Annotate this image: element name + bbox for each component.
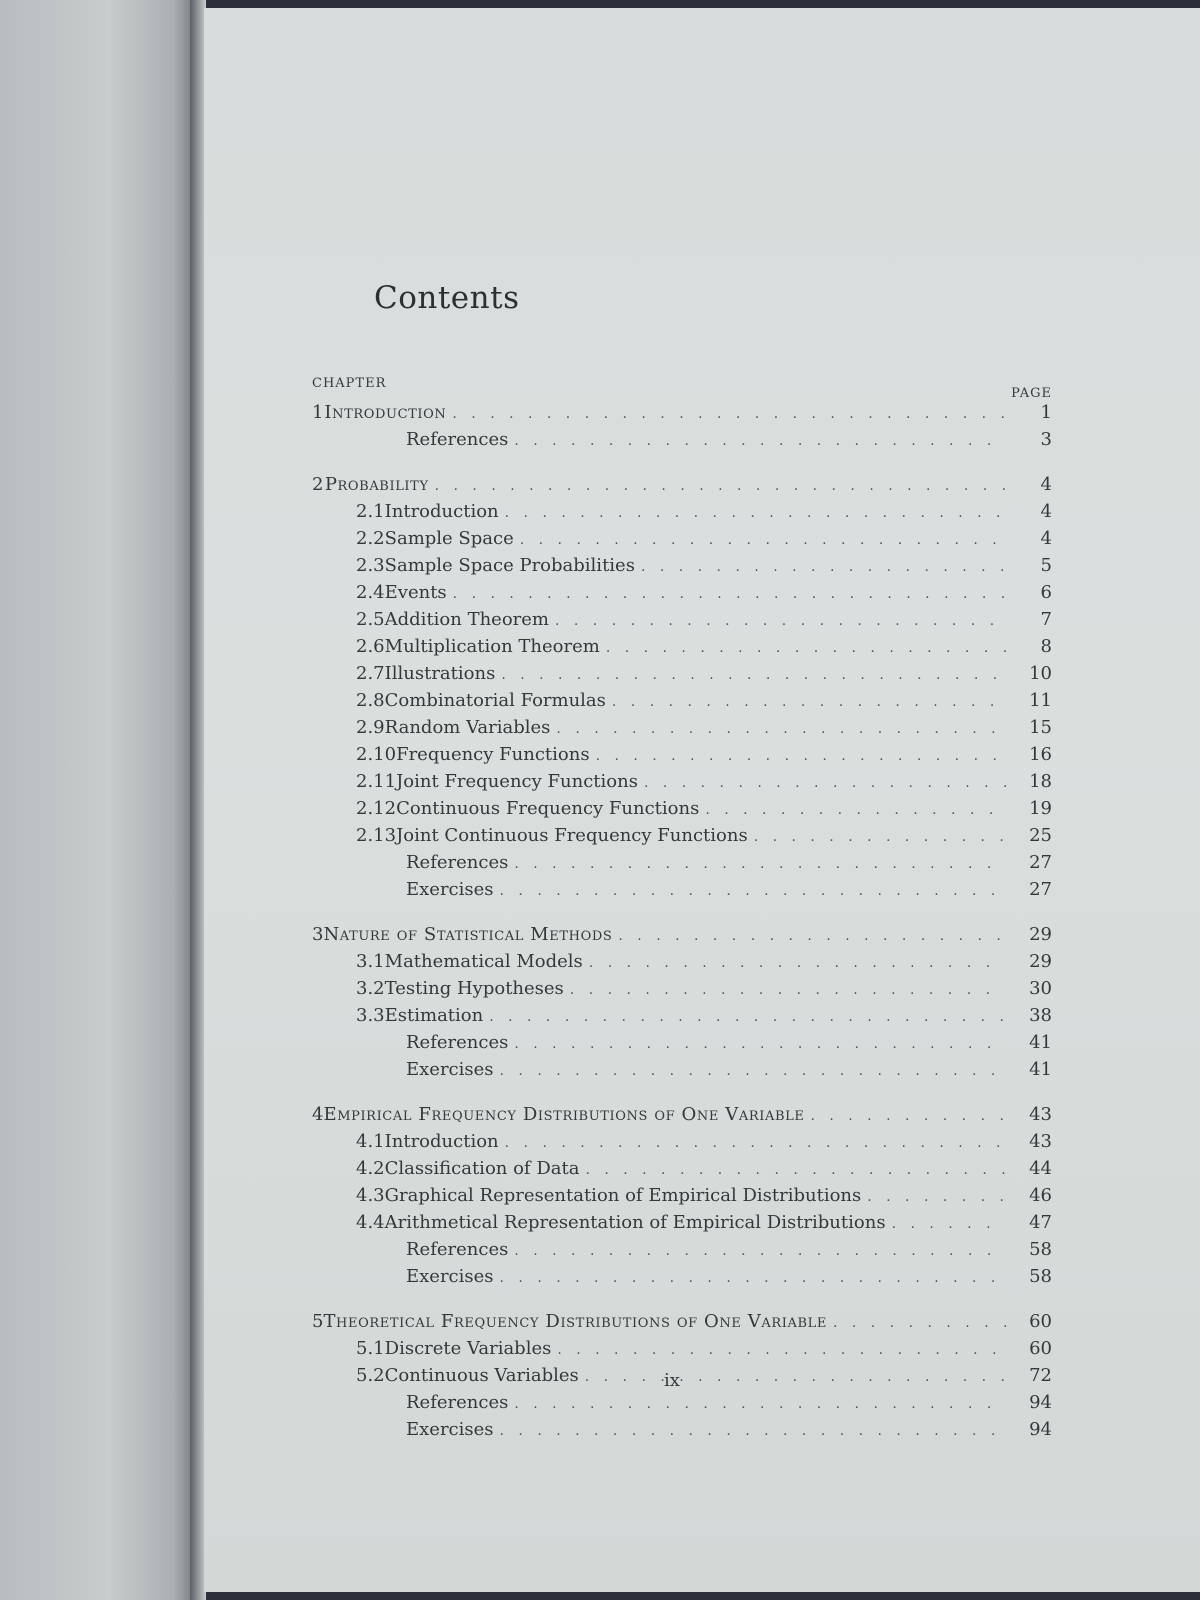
entry-page-number: 94 — [1029, 1392, 1052, 1413]
dot-leader — [596, 744, 1006, 769]
entry-number: 3.2 — [356, 978, 385, 999]
entry-number: 2.10 — [356, 744, 397, 765]
entry-title: References — [406, 852, 509, 873]
dot-leader — [500, 879, 1006, 904]
dot-leader — [867, 1185, 1006, 1210]
entry-number: 1 — [312, 402, 324, 423]
section-gap — [312, 904, 1052, 922]
toc-section-entry — [312, 526, 1052, 553]
dot-leader — [452, 402, 1006, 427]
toc-chapter-entry — [312, 400, 1052, 427]
toc-subentry — [312, 1390, 1052, 1417]
toc-section-entry — [312, 1156, 1052, 1183]
entry-number: 3 — [312, 924, 324, 945]
entry-title: Classification of Data — [384, 1158, 580, 1179]
entry-title: Estimation — [384, 1005, 484, 1026]
toc-section-entry — [312, 949, 1052, 976]
entry-number: 2.7 — [356, 663, 385, 684]
section-gap — [312, 1084, 1052, 1102]
section-gap — [312, 1291, 1052, 1309]
toc-section-entry — [312, 1336, 1052, 1363]
entry-title: Combinatorial Formulas — [384, 690, 606, 711]
entry-title: References — [406, 1239, 509, 1260]
page-number: ix — [664, 1370, 680, 1391]
chapter-column-label: CHAPTER — [312, 376, 387, 391]
entry-title: Discrete Variables — [384, 1338, 552, 1359]
entry-title: Joint Frequency Functions — [396, 771, 638, 792]
entry-title: Empirical Frequency Distributions of One Variable — [323, 1104, 805, 1125]
toc-section-entry — [312, 634, 1052, 661]
entry-title: Arithmetical Representation of Empirical Distributions — [384, 1212, 886, 1233]
entry-title: Multiplication Theorem — [384, 636, 600, 657]
entry-page-number: 30 — [1029, 978, 1052, 999]
entry-number: 2.1 — [356, 501, 385, 522]
toc-chapter-entry — [312, 1309, 1052, 1336]
dot-leader — [810, 1104, 1006, 1129]
entry-page-number: 19 — [1029, 798, 1052, 819]
dot-leader — [557, 1338, 1006, 1363]
dot-leader — [520, 528, 1006, 553]
page-title: Contents — [374, 280, 520, 316]
toc-section-entry — [312, 1363, 1052, 1390]
entry-page-number: 38 — [1029, 1005, 1052, 1026]
entry-page-number: 1 — [1040, 402, 1052, 423]
entry-title: Frequency Functions — [396, 744, 590, 765]
entry-number: 2.12 — [356, 798, 397, 819]
entry-number: 2.11 — [356, 771, 397, 792]
toc-chapter-entry — [312, 1102, 1052, 1129]
dot-leader — [500, 1419, 1006, 1444]
entry-page-number: 43 — [1029, 1104, 1052, 1125]
entry-page-number: 8 — [1040, 636, 1052, 657]
toc-section-entry — [312, 688, 1052, 715]
toc-subentry — [312, 1417, 1052, 1444]
entry-title: Probability — [324, 474, 429, 495]
entry-title: Exercises — [406, 879, 494, 900]
entry-page-number: 43 — [1029, 1131, 1052, 1152]
dot-leader — [644, 771, 1006, 796]
toc-subentry — [312, 877, 1052, 904]
entry-page-number: 41 — [1029, 1032, 1052, 1053]
dot-leader — [500, 1266, 1006, 1291]
entry-title: Joint Continuous Frequency Functions — [396, 825, 748, 846]
entry-title: Introduction — [384, 501, 499, 522]
toc-section-entry — [312, 976, 1052, 1003]
dot-leader — [514, 1032, 1006, 1057]
dot-leader — [505, 1131, 1006, 1156]
entry-title: Mathematical Models — [384, 951, 583, 972]
entry-page-number: 15 — [1029, 717, 1052, 738]
toc-subentry — [312, 1264, 1052, 1291]
toc-section-entry — [312, 1129, 1052, 1156]
dot-leader — [501, 663, 1006, 688]
entry-number: 5 — [312, 1311, 324, 1332]
entry-number: 2.2 — [356, 528, 385, 549]
entry-title: References — [406, 429, 509, 450]
toc-section-entry — [312, 715, 1052, 742]
toc-chapter-entry — [312, 472, 1052, 499]
toc-section-entry — [312, 1003, 1052, 1030]
dot-leader — [555, 609, 1006, 634]
entry-title: Sample Space — [384, 528, 514, 549]
entry-page-number: 3 — [1040, 429, 1052, 450]
entry-page-number: 27 — [1029, 852, 1052, 873]
dot-leader — [618, 924, 1006, 949]
left-page-edge — [0, 0, 198, 1600]
toc-subentry — [312, 850, 1052, 877]
toc-section-entry — [312, 661, 1052, 688]
dot-leader — [556, 717, 1006, 742]
dot-leader — [606, 636, 1006, 661]
entry-number: 2 — [312, 474, 324, 495]
entry-number: 3.1 — [356, 951, 385, 972]
dot-leader — [514, 429, 1006, 454]
dot-leader — [453, 582, 1006, 607]
dot-leader — [892, 1212, 1006, 1237]
entry-page-number: 46 — [1029, 1185, 1052, 1206]
entry-page-number: 58 — [1029, 1266, 1052, 1287]
entry-page-number: 58 — [1029, 1239, 1052, 1260]
section-gap — [312, 454, 1052, 472]
dot-leader — [754, 825, 1006, 850]
entry-number: 5.2 — [356, 1365, 385, 1386]
entry-number: 5.1 — [356, 1338, 385, 1359]
entry-title: References — [406, 1392, 509, 1413]
entry-number: 2.3 — [356, 555, 385, 576]
entry-number: 2.8 — [356, 690, 385, 711]
dot-leader — [505, 501, 1006, 526]
entry-title: Exercises — [406, 1419, 494, 1440]
toc-section-entry — [312, 1183, 1052, 1210]
entry-title: References — [406, 1032, 509, 1053]
dot-leader — [641, 555, 1006, 580]
entry-number: 2.5 — [356, 609, 385, 630]
entry-title: Testing Hypotheses — [384, 978, 564, 999]
toc-chapter-entry — [312, 922, 1052, 949]
toc-section-entry — [312, 769, 1052, 796]
entry-page-number: 18 — [1029, 771, 1052, 792]
entry-page-number: 72 — [1029, 1365, 1052, 1386]
entry-page-number: 94 — [1029, 1419, 1052, 1440]
entry-title: Random Variables — [384, 717, 551, 738]
toc-subentry — [312, 1237, 1052, 1264]
toc-section-entry — [312, 580, 1052, 607]
entry-number: 2.9 — [356, 717, 385, 738]
toc-section-entry — [312, 796, 1052, 823]
dot-leader — [612, 690, 1006, 715]
entry-page-number: 29 — [1029, 924, 1052, 945]
dot-leader — [500, 1059, 1006, 1084]
contents-page — [204, 8, 1200, 1592]
entry-title: Events — [384, 582, 447, 603]
dot-leader — [833, 1311, 1006, 1336]
entry-title: Introduction — [324, 402, 447, 423]
dot-leader — [514, 1392, 1006, 1417]
toc-section-entry — [312, 742, 1052, 769]
entry-page-number: 44 — [1029, 1158, 1052, 1179]
entry-page-number: 16 — [1029, 744, 1052, 765]
entry-number: 4.1 — [356, 1131, 385, 1152]
entry-page-number: 7 — [1040, 609, 1052, 630]
entry-page-number: 27 — [1029, 879, 1052, 900]
entry-page-number: 4 — [1040, 528, 1052, 549]
toc-section-entry — [312, 499, 1052, 526]
entry-page-number: 25 — [1029, 825, 1052, 846]
entry-title: Graphical Representation of Empirical Distributions — [384, 1185, 862, 1206]
entry-number: 4 — [312, 1104, 324, 1125]
dot-leader — [435, 474, 1006, 499]
dot-leader — [589, 951, 1006, 976]
entry-title: Addition Theorem — [384, 609, 549, 630]
entry-number: 3.3 — [356, 1005, 385, 1026]
dot-leader — [514, 852, 1006, 877]
entry-title: Sample Space Probabilities — [384, 555, 635, 576]
entry-page-number: 60 — [1029, 1338, 1052, 1359]
table-of-contents — [312, 400, 1052, 1444]
entry-number: 4.2 — [356, 1158, 385, 1179]
toc-subentry — [312, 1030, 1052, 1057]
entry-page-number: 4 — [1040, 474, 1052, 495]
page-column-label: PAGE — [1011, 386, 1052, 401]
dot-leader — [570, 978, 1006, 1003]
entry-number: 4.4 — [356, 1212, 385, 1233]
dot-leader — [585, 1158, 1006, 1183]
entry-title: Introduction — [384, 1131, 499, 1152]
dot-leader — [489, 1005, 1006, 1030]
entry-title: Illustrations — [384, 663, 496, 684]
entry-page-number: 29 — [1029, 951, 1052, 972]
dot-leader — [705, 798, 1006, 823]
entry-page-number: 47 — [1029, 1212, 1052, 1233]
entry-page-number: 10 — [1029, 663, 1052, 684]
entry-page-number: 41 — [1029, 1059, 1052, 1080]
entry-title: Exercises — [406, 1059, 494, 1080]
entry-page-number: 11 — [1029, 690, 1052, 711]
toc-subentry — [312, 1057, 1052, 1084]
entry-page-number: 60 — [1029, 1311, 1052, 1332]
dot-leader — [585, 1365, 1006, 1390]
entry-page-number: 6 — [1040, 582, 1052, 603]
entry-page-number: 4 — [1040, 501, 1052, 522]
entry-title: Nature of Statistical Methods — [323, 924, 613, 945]
toc-section-entry — [312, 607, 1052, 634]
entry-number: 2.6 — [356, 636, 385, 657]
entry-title: Continuous Variables — [384, 1365, 579, 1386]
entry-title: Continuous Frequency Functions — [396, 798, 700, 819]
entry-number: 2.4 — [356, 582, 385, 603]
toc-section-entry — [312, 1210, 1052, 1237]
entry-number: 4.3 — [356, 1185, 385, 1206]
entry-title: Theoretical Frequency Distributions of One Variable — [323, 1311, 827, 1332]
dot-leader — [514, 1239, 1006, 1264]
entry-page-number: 5 — [1040, 555, 1052, 576]
toc-subentry — [312, 427, 1052, 454]
entry-title: Exercises — [406, 1266, 494, 1287]
toc-section-entry — [312, 553, 1052, 580]
entry-number: 2.13 — [356, 825, 397, 846]
toc-section-entry — [312, 823, 1052, 850]
